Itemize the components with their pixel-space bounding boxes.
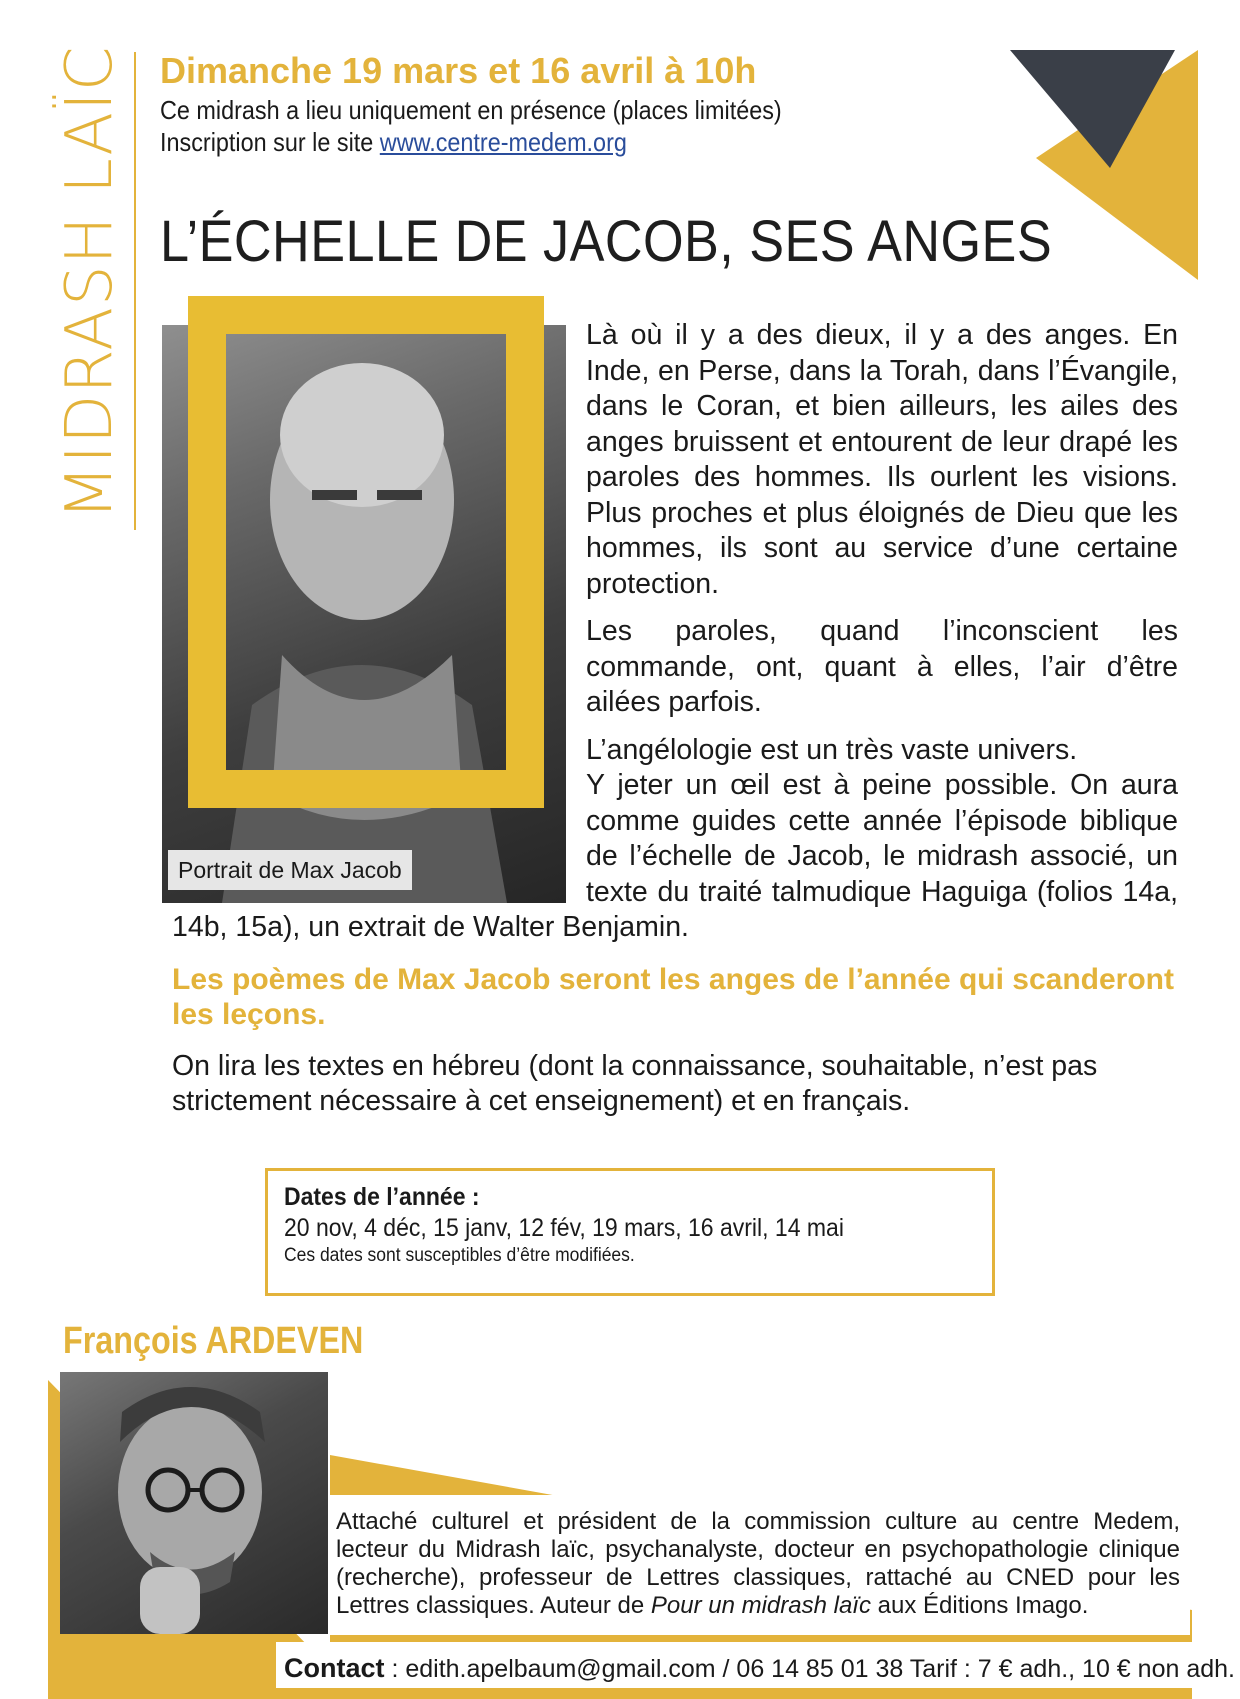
contact-label: Contact: [284, 1653, 385, 1683]
dates-note: Ces dates sont susceptibles d’être modifiées.: [284, 1245, 635, 1266]
dates-heading: Dates de l’année :: [284, 1183, 480, 1211]
bio-publisher: aux Éditions Imago.: [870, 1592, 1089, 1619]
description-text: [172, 318, 1178, 1132]
bio-text: Attaché culturel et président de la commission culture au centre Medem, lecteur du Midrash laïc, psychanalyste, docteur en psychopathologie clinique (recherche), professeur de Lettres classiques, rattaché au CNED pour les Lettres classiques. Auteur de: [336, 1508, 1180, 1619]
paragraph-languages: On lira les textes en hébreu (dont la connaissance, souhaitable, n’est pas strictement nécessaire à cet enseignement) et en français.: [172, 1049, 1098, 1117]
contact-details: : edith.apelbaum@gmail.com / 06 14 85 01 38 Tarif : 7 € adh., 10 € non adh.: [384, 1655, 1235, 1683]
page-title: L’ÉCHELLE DE JACOB, SES ANGES: [160, 209, 1053, 274]
speaker-bio: [336, 1508, 1180, 1620]
vertical-divider: [134, 52, 136, 530]
speaker-photo: [60, 1372, 328, 1634]
series-title: MIDRASH LAÏC: [53, 45, 127, 520]
dates-list: 20 nov, 4 déc, 15 janv, 12 fév, 19 mars, 16 avril, 14 mai: [284, 1214, 844, 1242]
portrait-caption: Portrait de Max Jacob: [168, 850, 412, 890]
contact-line: [284, 1648, 1235, 1688]
speaker-name: François ARDEVEN: [63, 1320, 364, 1362]
attendance-note: Ce midrash a lieu uniquement en présence (places limitées): [160, 95, 782, 125]
paragraph-angelology-body: Y jeter un œil est à peine possible. On aura comme guides cette année l’épisode biblique de l’échelle de Jacob, le midrash associé, un texte du traité talmudique Haguiga (folios 14a, 14b, 15a), un extrait de Walter Benjamin.: [172, 769, 1178, 943]
paragraph-words: Les paroles, quand l’inconscient les commande, ont, quant à elles, l’air d’être ailées parfois.: [586, 615, 1178, 718]
dates-box: [265, 1168, 995, 1296]
registration-prefix: Inscription sur le site: [160, 127, 380, 157]
paragraph-angels: Là où il y a des dieux, il y a des anges. En Inde, en Perse, dans la Torah, dans l’Évangile, dans le Coran, et bien ailleurs, les ailes des anges bruissent et entourent de leur drapé les paroles des hommes. Ils ourlent les visions. Plus proches et plus éloignés de Dieu que les hommes, ils sont au service d’une certaine protection.: [586, 319, 1178, 600]
registration-line: [160, 127, 627, 158]
book-title: Pour un midrash laïc: [650, 1592, 871, 1619]
paragraph-angelology-intro: L’angélologie est un très vaste univers.: [586, 733, 1078, 766]
website-link[interactable]: www.centre-medem.org: [379, 127, 627, 157]
event-date: Dimanche 19 mars et 16 avril à 10h: [160, 50, 757, 91]
highlight-statement: Les poèmes de Max Jacob seront les anges de l’année qui scanderont les leçons.: [172, 962, 1174, 1031]
